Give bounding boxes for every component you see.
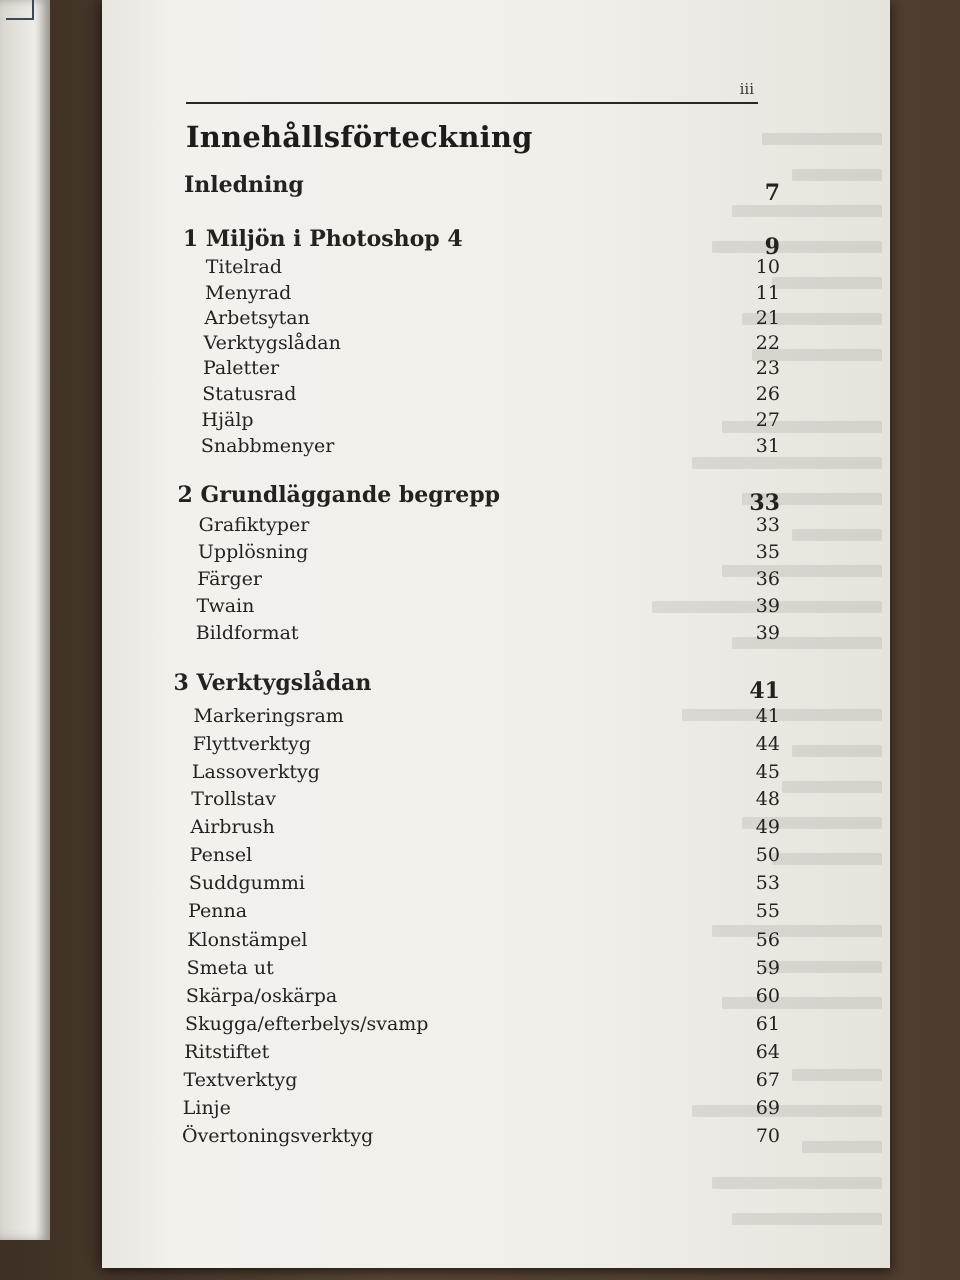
toc-entry — [199, 514, 784, 542]
toc-page-number: 50 — [755, 844, 780, 866]
toc-page-number: 31 — [755, 435, 780, 457]
toc-title: Markeringsram — [193, 705, 344, 727]
toc-title: 3 Verktygslådan — [173, 670, 372, 696]
facing-page-edge — [0, 0, 50, 1240]
toc-title: Menyrad — [204, 282, 292, 304]
toc-page-number: 11 — [755, 282, 780, 304]
toc-page-number: 44 — [755, 733, 780, 755]
toc-title: 2 Grundläggande begrepp — [177, 482, 500, 508]
toc-page-number: 10 — [755, 256, 780, 278]
toc-chapter — [173, 670, 784, 704]
toc-title: Arbetsytan — [204, 307, 310, 329]
toc-title: Bildformat — [195, 622, 299, 644]
toc-entry — [201, 435, 784, 463]
toc-entry — [183, 1097, 784, 1125]
toc-page-number: 35 — [755, 541, 780, 563]
page-folio: iii — [739, 80, 754, 98]
toc-title: Hjälp — [201, 409, 254, 431]
toc-entry — [187, 929, 784, 957]
toc-entry — [188, 900, 784, 928]
toc-entry — [202, 383, 784, 411]
toc-page-number: 61 — [755, 1013, 780, 1035]
toc-entry — [190, 844, 784, 872]
toc-page-number: 9 — [764, 234, 780, 260]
toc-title: Övertoningsverktyg — [182, 1125, 374, 1147]
toc-title: Titelrad — [205, 256, 282, 278]
toc-page-number: 23 — [755, 357, 780, 379]
toc-entry — [189, 872, 784, 900]
toc-page-number: 70 — [755, 1125, 780, 1147]
table-of-contents — [102, 0, 890, 1268]
toc-title: Twain — [196, 595, 255, 617]
toc-entry — [196, 622, 784, 650]
toc-entry — [191, 788, 784, 816]
toc-title: Flyttverktyg — [192, 733, 312, 755]
toc-page-number: 60 — [755, 985, 780, 1007]
toc-title: Paletter — [202, 357, 280, 379]
toc-title: Snabbmenyer — [200, 435, 335, 457]
toc-title: Pensel — [189, 844, 253, 866]
toc-title: Skugga/efterbelys/svamp — [185, 1013, 429, 1035]
toc-entry — [184, 1069, 784, 1097]
toc-title: Klonstämpel — [187, 929, 308, 951]
toc-title: Färger — [197, 568, 262, 590]
toc-page-number: 7 — [764, 180, 780, 206]
toc-title: Grafiktyper — [198, 514, 310, 536]
toc-title: Suddgummi — [188, 872, 305, 894]
toc-entry — [206, 256, 784, 284]
toc-title: Statusrad — [202, 383, 297, 405]
toc-entry — [196, 595, 784, 623]
toc-page-number: 33 — [749, 490, 780, 516]
toc-page-number: 26 — [755, 383, 780, 405]
toc-page-number: 49 — [755, 816, 780, 838]
toc-title: Linje — [182, 1097, 231, 1119]
toc-title: Smeta ut — [186, 957, 274, 979]
toc-entry — [182, 1125, 784, 1153]
toc-entry — [204, 307, 784, 335]
toc-entry — [193, 705, 784, 733]
toc-page-number: 56 — [755, 929, 780, 951]
toc-entry — [184, 1041, 784, 1069]
toc-title: Lassoverktyg — [191, 761, 320, 783]
page-title: Innehållsförteckning — [186, 120, 533, 154]
toc-chapter — [182, 226, 784, 260]
toc-entry — [185, 1013, 784, 1041]
toc-page-number: 33 — [755, 514, 780, 536]
toc-title: Ritstiftet — [184, 1041, 270, 1063]
toc-page-number: 59 — [755, 957, 780, 979]
toc-page-number: 53 — [755, 872, 780, 894]
toc-page-number: 22 — [755, 332, 780, 354]
toc-title: 1 Miljön i Photoshop 4 — [182, 226, 463, 252]
toc-page-number: 45 — [755, 761, 780, 783]
toc-page-number: 27 — [755, 409, 780, 431]
toc-entry — [198, 541, 784, 569]
toc-entry — [192, 761, 784, 789]
toc-title: Trollstav — [191, 788, 276, 810]
toc-entry — [205, 282, 784, 310]
toc-chapter — [177, 482, 784, 516]
toc-title: Penna — [188, 900, 248, 922]
toc-title: Airbrush — [190, 816, 275, 838]
toc-page-number: 64 — [755, 1041, 780, 1063]
toc-entry — [202, 409, 784, 437]
toc-page-number: 41 — [755, 705, 780, 727]
book-page — [102, 0, 890, 1268]
toc-page-number: 39 — [755, 622, 780, 644]
toc-title: Inledning — [184, 172, 304, 198]
toc-entry — [186, 985, 784, 1013]
toc-page-number: 55 — [755, 900, 780, 922]
toc-chapter — [184, 172, 784, 206]
toc-title: Verktygslådan — [203, 332, 341, 354]
toc-page-number: 39 — [755, 595, 780, 617]
toc-entry — [204, 332, 784, 360]
toc-entry — [193, 733, 784, 761]
toc-title: Skärpa/oskärpa — [185, 985, 338, 1007]
toc-page-number: 41 — [749, 678, 780, 704]
toc-page-number: 36 — [755, 568, 780, 590]
facing-page-mark — [6, 0, 34, 20]
toc-entry — [190, 816, 784, 844]
toc-page-number: 67 — [755, 1069, 780, 1091]
toc-page-number: 21 — [755, 307, 780, 329]
toc-page-number: 48 — [755, 788, 780, 810]
toc-title: Textverktyg — [183, 1069, 298, 1091]
toc-page-number: 69 — [755, 1097, 780, 1119]
toc-entry — [203, 357, 784, 385]
toc-title: Upplösning — [197, 541, 309, 563]
toc-entry — [197, 568, 784, 596]
toc-entry — [187, 957, 784, 985]
